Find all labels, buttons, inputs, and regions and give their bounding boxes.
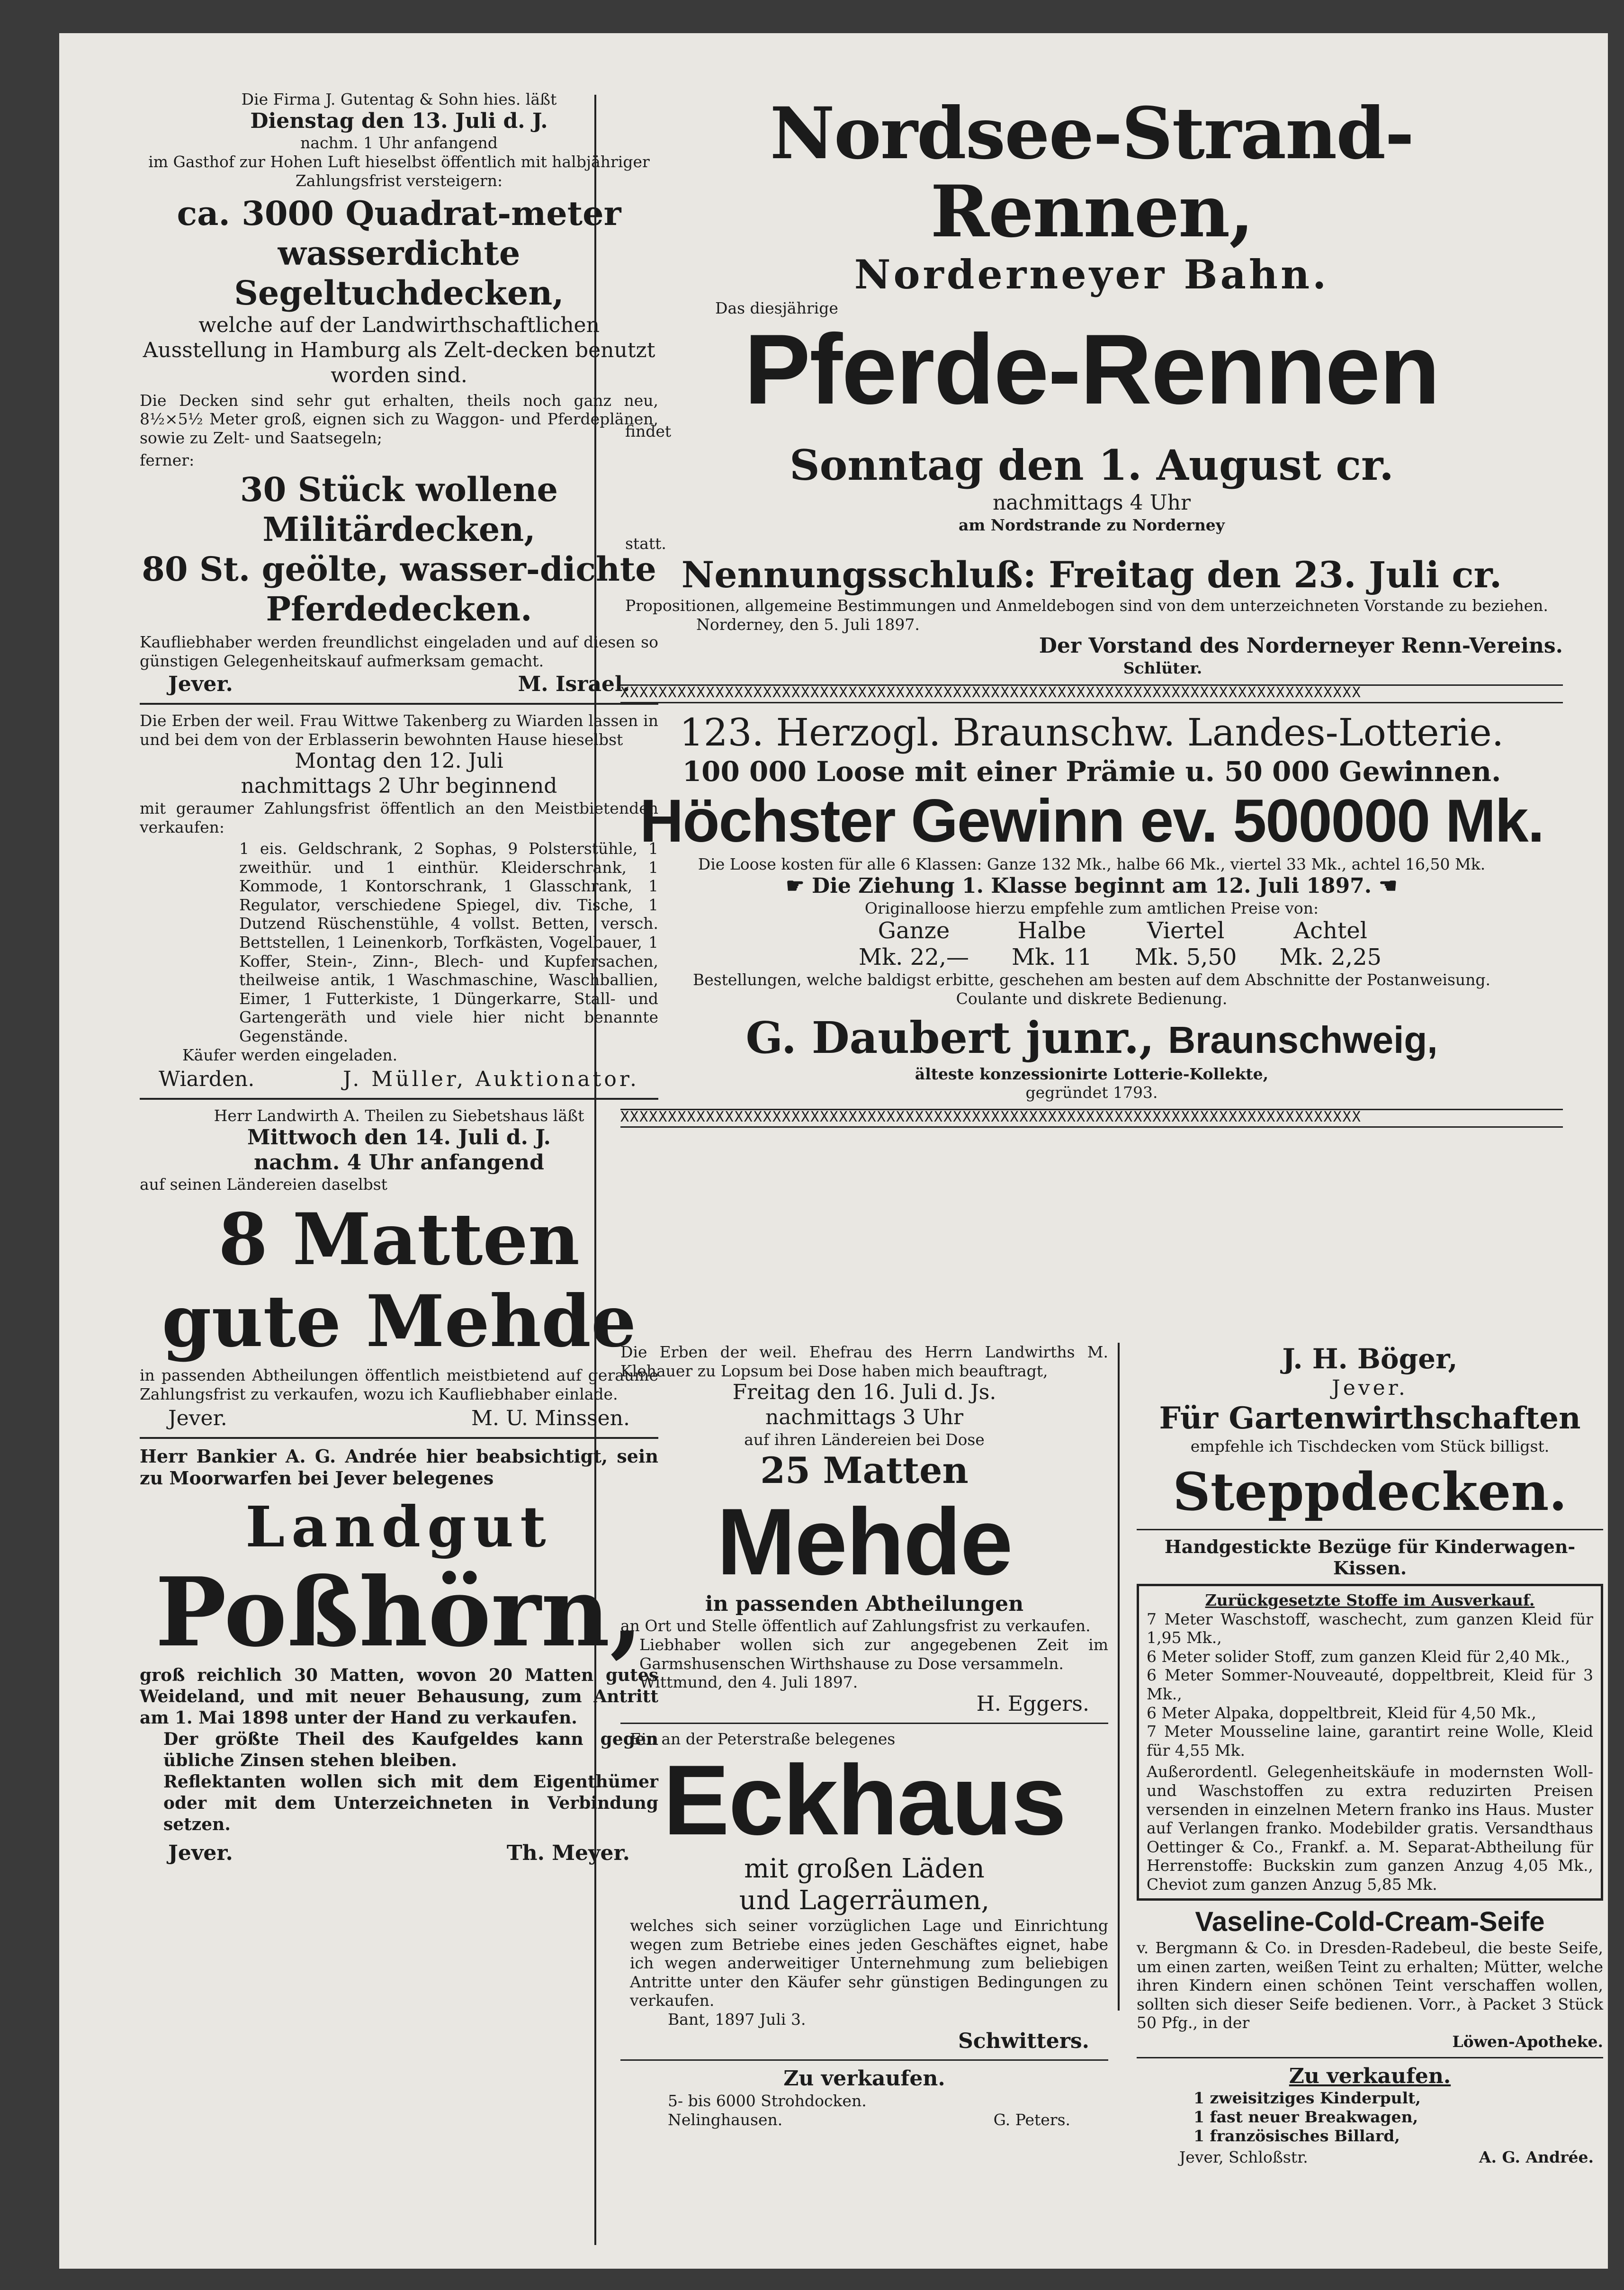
price-col-halbe bbox=[1012, 917, 1092, 970]
ad-signer: M. Israel. bbox=[518, 672, 630, 697]
ad-text: v. Bergmann & Co. in Dresden-Radebeul, die beste Seife, um einen zarten, weißen Teint zu erhalten; Mütter, welche ihren Kindern einen schönen Teint verschaffen wollen, sollten sich dieser Seife bedienen. Vorr., à Packet 3 Stück 50 Pfg., in der bbox=[1137, 1939, 1603, 2032]
ad-big-headline: Steppdecken. bbox=[1173, 1461, 1567, 1522]
ad-big-headline-1: 25 Matten bbox=[760, 1449, 969, 1492]
ad-closing: Käufer werden eingeladen. bbox=[182, 1045, 398, 1064]
ad-signer: Th. Meyer. bbox=[506, 1841, 630, 1865]
ad-date: Mittwoch den 14. Juli d. J. bbox=[247, 1125, 551, 1149]
ad-date: Montag den 12. Juli bbox=[295, 749, 503, 773]
ad-intro: Die Erben der weil. Frau Wittwe Takenberg zu Wiarden lassen in und bei dem von der Erblasserin bewohnten Hause hieselbst bbox=[140, 711, 658, 749]
ad-item3-headline: 80 St. geölte, wasser-dichte Pferdedecken. bbox=[142, 549, 656, 629]
ad-desc-1: in passenden Abtheilungen bbox=[705, 1591, 1024, 1616]
separator bbox=[140, 1098, 658, 1100]
race-date: Sonntag den 1. August cr. bbox=[790, 440, 1394, 490]
ad-big-headline-2: Poßhörn, bbox=[155, 1556, 643, 1668]
pointing-hand-right-icon: ☛ bbox=[1379, 873, 1398, 898]
price-header: Viertel bbox=[1147, 917, 1225, 944]
ad-dateline: Wittmund, den 4. Juli 1897. bbox=[639, 1673, 858, 1692]
lottery-draw bbox=[620, 874, 1563, 899]
ad-item-3: 6 Meter Sommer-Nouveauté, doppeltbreit, Kleid für 3 Mk., bbox=[1147, 1666, 1593, 1703]
ad-item-4: 6 Meter Alpaka, doppeltbreit, Kleid für 4,50 Mk., bbox=[1147, 1703, 1536, 1722]
lottery-offer: Originalloose hierzu empfehle zum amtlichen Preise von: bbox=[864, 898, 1319, 917]
ad-big-headline: Eckhaus bbox=[663, 1744, 1066, 1856]
ad-item-note: Die Decken sind sehr gut erhalten, theils noch ganz neu, 8½×5½ Meter groß, eignen sich zu Waggon- und Pferdeplänen, sowie zu Zelt- und Saatsegeln; bbox=[140, 391, 658, 447]
lottery-prices: Die Loose kosten für alle 6 Klassen: Ganze 132 Mk., halbe 66 Mk., viertel 33 Mk., achtel 16,50 Mk. bbox=[698, 855, 1486, 874]
ad-item-2: 6 Meter solider Stoff, zum ganzen Kleid für 2,40 Mk., bbox=[1147, 1647, 1570, 1666]
lottery-founded: gegründet 1793. bbox=[1025, 1083, 1158, 1102]
ad-time: nachm. 4 Uhr anfangend bbox=[254, 1150, 544, 1175]
ad-big-headline-1: Landgut bbox=[245, 1494, 553, 1560]
ad-klehauer-mehde bbox=[620, 1343, 1108, 1717]
price-col-viertel bbox=[1135, 917, 1237, 970]
ad-oettinger bbox=[1137, 1536, 1603, 1901]
lottery-subtitle: 100 000 Loose mit einer Prämie u. 50 000 Gewinnen. bbox=[682, 755, 1501, 788]
separator bbox=[140, 1437, 658, 1439]
ad-big-headline-2: Mehde bbox=[717, 1489, 1012, 1595]
ad-segeltuchdecken bbox=[140, 90, 658, 696]
ad-item-1: 7 Meter Waschstoff, waschecht, zum ganzen Kleid für 1,95 Mk., bbox=[1147, 1609, 1593, 1647]
price-header: Halbe bbox=[1017, 917, 1086, 944]
separator bbox=[1137, 1529, 1603, 1530]
lottery-title: 123. Herzogl. Braunschw. Landes-Lotterie. bbox=[679, 710, 1504, 754]
ad-time: nachm. 1 Uhr anfangend bbox=[300, 134, 498, 153]
ad-title: Zu verkaufen. bbox=[783, 2066, 945, 2091]
price-header: Ganze bbox=[878, 917, 950, 944]
ad-closing: Kaufliebhaber werden freundlichst eingeladen und auf diesen so günstigen Gelegenheitskauf aufmerksam gemacht. bbox=[140, 632, 658, 670]
ad-town: Jever. bbox=[1332, 1375, 1408, 1400]
ad-andree-sale bbox=[1137, 2064, 1603, 2167]
ad-takenberg-auction bbox=[140, 711, 658, 1091]
ad-item-description: welche auf der Landwirthschaftlichen Ausstellung in Hamburg als Zelt-decken benutzt worden sind. bbox=[143, 313, 655, 387]
decorative-cross-border: XXXXXXXXXXXXXXXXXXXXXXXXXXXXXXXXXXXXXXXXXXXXXXXXXXXXXXXXXXXXXXXXXXXXXXXXXXXXXX bbox=[620, 1109, 1563, 1128]
column-c bbox=[620, 1343, 1108, 2129]
ad-contact: Reflektanten wollen sich mit dem Eigenthümer oder mit dem Unterzeichneten in Verbindung setzen. bbox=[163, 1771, 658, 1834]
ad-sub: Zurückgesetzte Stoffe im Ausverkauf. bbox=[1205, 1590, 1535, 1609]
ad-item2-headline: 30 Stück wollene Militärdecken, bbox=[240, 469, 558, 549]
price-value: Mk. 5,50 bbox=[1134, 944, 1237, 971]
ad-title: Vaseline-Cold-Cream-Seife bbox=[1195, 1906, 1545, 1938]
ad-date: Dienstag den 13. Juli d. J. bbox=[250, 108, 548, 133]
ad-intro: Ein an der Peterstraße belegenes bbox=[630, 1729, 896, 1748]
ad-signer: M. U. Minssen. bbox=[471, 1406, 630, 1431]
price-col-ganze bbox=[859, 917, 969, 970]
ad-place: auf ihren Ländereien bei Dose bbox=[744, 1430, 985, 1449]
lottery-firm: G. Daubert junr., bbox=[745, 1012, 1155, 1064]
ad-big-headline-1: 8 Matten bbox=[218, 1198, 580, 1281]
column-rule-lower bbox=[1118, 1343, 1120, 2011]
ad-place: auf seinen Ländereien daselbst bbox=[140, 1175, 387, 1194]
ad-item-1: 1 zweisitziges Kinderpult, bbox=[1193, 2089, 1421, 2108]
separator bbox=[140, 703, 658, 705]
lottery-service: Coulante und diskrete Bedienung. bbox=[956, 989, 1228, 1008]
race-headline: Pferde-Rennen bbox=[744, 314, 1439, 425]
ad-big-headline-2: gute Mehde bbox=[162, 1279, 637, 1363]
ad-eckhaus bbox=[620, 1730, 1108, 2054]
ad-signer: J. Müller, Auktionator. bbox=[343, 1067, 639, 1092]
race-statt: statt. bbox=[625, 534, 666, 553]
ad-landgut-posshoern bbox=[140, 1446, 658, 1865]
race-dateline: Norderney, den 5. Juli 1897. bbox=[696, 615, 920, 634]
ad-boeger bbox=[1137, 1343, 1603, 1523]
ad-strohdocken bbox=[620, 2066, 1108, 2128]
ad-title: Zu verkaufen. bbox=[1289, 2064, 1451, 2088]
race-title: Nordsee-Strand-Rennen, bbox=[770, 92, 1414, 253]
ad-description: welches sich seiner vorzüglichen Lage und Einrichtung wegen zum Betriebe eines jeden Geschäftes eignet, habe ich wegen anderweitiger Unternehmung zum beliebigen Antritte unter den Käufer sehr günstigen Bedingungen zu verkaufen. bbox=[630, 1916, 1108, 2010]
ad-lottery bbox=[620, 710, 1563, 1102]
ad-signer: Schwitters. bbox=[958, 2029, 1089, 2053]
separator bbox=[1137, 2057, 1603, 2058]
ad-firm: J. H. Böger, bbox=[1282, 1343, 1458, 1375]
ad-intro: Herr Landwirth A. Theilen zu Siebetshaus läßt bbox=[214, 1106, 584, 1125]
ad-town: Jever, Schloßstr. bbox=[1179, 2148, 1308, 2167]
ad-description: in passenden Abtheilungen öffentlich meistbietend auf geraume Zahlungsfrist zu verkaufen, wozu ich Kaufliebhaber einlade. bbox=[140, 1366, 658, 1403]
lottery-city: Braunschweig, bbox=[1168, 1019, 1438, 1061]
ad-signer: A. G. Andrée. bbox=[1479, 2148, 1594, 2167]
ad-town: Nelinghausen. bbox=[668, 2110, 783, 2129]
ad-description: groß reichlich 30 Matten, wovon 20 Matten gutes Weideland, und mit neuer Behausung, zum Antritt am 1. Mai 1898 unter der Hand zu verkaufen. bbox=[140, 1665, 658, 1728]
price-value: Mk. 2,25 bbox=[1279, 944, 1382, 971]
ad-head: Für Gartenwirthschaften bbox=[1159, 1401, 1581, 1437]
ad-intro: Die Firma J. Gutentag & Sohn hies. läßt bbox=[241, 90, 557, 108]
ad-dateline: Bant, 1897 Juli 3. bbox=[668, 2010, 806, 2029]
separator bbox=[620, 1723, 1108, 1724]
lottery-draw-text: Die Ziehung 1. Klasse beginnt am 12. Juli 1897. bbox=[811, 873, 1372, 898]
race-deadline: Nennungsschluß: Freitag den 23. Juli cr. bbox=[681, 554, 1502, 596]
pointing-hand-left-icon: ☛ bbox=[786, 873, 805, 898]
ad-item-list: 1 eis. Geldschrank, 2 Sophas, 9 Polsterstühle, 1 zweithür. und 1 einthür. Kleiderschrank, 1 Kommode, 1 Kontorschrank, 1 Glasschrank, 1 Regulator, verschiedene Spiegel, div. Tische, 1 Dutzend Rüschenstühle, 4 vollst. Betten, versch. Bettstellen, 1 Leinenkorb, Torfkästen, Vogelbauer, 1 Koffer, Stein-, Zinn-, Blech- und Kupfersachen, theilweise antik, 1 Waschmaschine, Waschballien, Eimer, 1 Futterkiste, 1 Düngerkarre, Stall- und Gartengeräth und viele hier nicht benannte Gegenstände. bbox=[239, 839, 658, 1046]
ad-signer: G. Peters. bbox=[993, 2110, 1070, 2129]
ad-strand-rennen bbox=[620, 92, 1563, 678]
separator bbox=[620, 2059, 1108, 2061]
decorative-cross-border: XXXXXXXXXXXXXXXXXXXXXXXXXXXXXXXXXXXXXXXXXXXXXXXXXXXXXXXXXXXXXXXXXXXXXXXXXXXXXX bbox=[620, 684, 1563, 703]
race-intro: Das diesjährige bbox=[715, 298, 838, 317]
ad-desc-3: Liebhaber wollen sich zur angegebenen Zeit im Garmshusenschen Wirthshause zu Dose versammeln. bbox=[639, 1635, 1108, 1673]
ad-place: im Gasthof zur Hohen Luft hieselbst öffentlich mit halbjähriger Zahlungsfrist versteigern: bbox=[148, 152, 650, 190]
ad-shop: Löwen-Apotheke. bbox=[1452, 2032, 1603, 2051]
ad-item-5: 7 Meter Mousseline laine, garantirt reine Wolle, Kleid für 4,55 Mk. bbox=[1147, 1722, 1593, 1760]
ad-ferner: ferner: bbox=[140, 451, 195, 470]
ad-time: nachmittags 2 Uhr beginnend bbox=[241, 774, 557, 799]
newspaper-page bbox=[59, 33, 1608, 2269]
price-value: Mk. 11 bbox=[1012, 944, 1092, 971]
race-subtitle: Norderneyer Bahn. bbox=[854, 251, 1329, 298]
ad-intro: Die Erben der weil. Ehefrau des Herrn Landwirths M. Klehauer zu Lopsum bei Dose haben mich beauftragt, bbox=[620, 1343, 1108, 1380]
ad-terms: mit geraumer Zahlungsfrist öffentlich an den Meistbietenden verkaufen: bbox=[140, 799, 658, 836]
race-findet: findet bbox=[625, 422, 672, 440]
race-info: Propositionen, allgemeine Bestimmungen und Anmeldebogen sind von dem unterzeichneten Vorstande zu beziehen. bbox=[625, 596, 1548, 615]
race-signer-name: Schlüter. bbox=[1123, 659, 1202, 678]
ad-intro: Herr Bankier A. G. Andrée hier beabsichtigt, sein zu Moorwarfen bei Jever belegenes bbox=[140, 1446, 658, 1489]
price-value: Mk. 22,— bbox=[858, 944, 969, 971]
ad-town: Wiarden. bbox=[159, 1067, 255, 1092]
ad-theilen-mehde bbox=[140, 1106, 658, 1430]
ad-item-headline: ca. 3000 Quadrat-meter wasserdichte Segeltuchdecken, bbox=[177, 194, 621, 313]
ad-date: Freitag den 16. Juli d. Js. bbox=[732, 1380, 996, 1405]
column-d bbox=[1137, 1343, 1603, 2166]
column-b bbox=[620, 92, 1563, 1134]
ad-time: nachmittags 3 Uhr bbox=[765, 1405, 964, 1429]
ad-item-2: 1 fast neuer Breakwagen, bbox=[1193, 2108, 1418, 2127]
lottery-firm-line bbox=[620, 1012, 1563, 1064]
lottery-firm-description: älteste konzessionirte Lotterie-Kollekte, bbox=[915, 1064, 1269, 1083]
race-signer: Der Vorstand des Norderneyer Renn-Vereins. bbox=[1039, 634, 1563, 658]
ad-text: Außerordentl. Gelegenheitskäufe in modernsten Woll- und Waschstoffen zu extra reduzirten Preisen versenden in einzelnen Metern franko ins Haus. Muster auf Verlangen franko. Modebilder gratis. Versandthaus Oettinger & Co., Frankf. a. M. Separat-Abtheilung für Herrenstoffe: Buckskin zum ganzen Anzug 4,05 Mk., Cheviot zum ganzen Anzug 5,85 Mk. bbox=[1147, 1762, 1593, 1894]
ad-box bbox=[1137, 1584, 1603, 1901]
ad-note: Der größte Theil des Kaufgeldes kann gegen übliche Zinsen stehen bleiben. bbox=[163, 1729, 658, 1770]
column-a bbox=[140, 90, 658, 1865]
lottery-price-table bbox=[677, 917, 1563, 970]
price-col-achtel bbox=[1279, 917, 1382, 970]
ad-head: Handgestickte Bezüge für Kinderwagen-Kissen. bbox=[1164, 1536, 1576, 1579]
ad-vaseline-seife bbox=[1137, 1905, 1603, 2051]
price-header: Achtel bbox=[1293, 917, 1368, 944]
lottery-order: Bestellungen, welche baldigst erbitte, geschehen am besten auf dem Abschnitte der Postanweisung. bbox=[692, 970, 1491, 989]
ad-town: Jever. bbox=[168, 1841, 233, 1865]
race-time: nachmittags 4 Uhr bbox=[992, 491, 1191, 515]
ad-town: Jever. bbox=[168, 672, 233, 697]
lottery-headline: Höchster Gewinn ev. 500000 Mk. bbox=[639, 787, 1544, 855]
ad-town: Jever. bbox=[168, 1406, 227, 1431]
ad-sub-1: mit großen Läden bbox=[744, 1853, 985, 1884]
ad-item-3: 1 französisches Billard, bbox=[1193, 2126, 1400, 2145]
ad-text: 5- bis 6000 Strohdocken. bbox=[668, 2092, 867, 2110]
ad-offer: empfehle ich Tischdecken vom Stück billigst. bbox=[1190, 1437, 1550, 1456]
race-place: am Nordstrande zu Norderney bbox=[959, 515, 1225, 534]
ad-sub-2: und Lagerräumen, bbox=[739, 1885, 990, 1916]
ad-desc-2: an Ort und Stelle öffentlich auf Zahlungsfrist zu verkaufen. bbox=[620, 1616, 1091, 1635]
ad-signer: H. Eggers. bbox=[976, 1691, 1089, 1716]
